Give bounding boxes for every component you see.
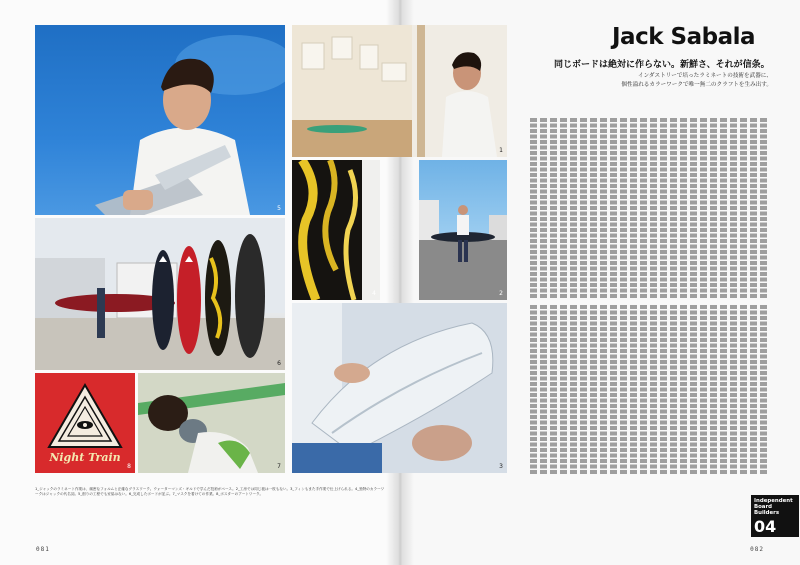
photo-number: 2 [499, 290, 503, 297]
photo-board-colorwork-closeup [292, 160, 380, 300]
photo-number: 1 [499, 147, 503, 154]
article-subtitle: 同じボードは絶対に作らない。新鮮さ、それが信条。 [554, 60, 770, 70]
photo-shaper-holding-fin [35, 25, 285, 215]
badge-line-1: Independent [754, 498, 793, 504]
photo-number: 4 [372, 290, 376, 297]
page-number-right: 082 [750, 546, 764, 553]
photo-boards-lineup [35, 218, 285, 370]
shaper-illustration [35, 25, 285, 215]
photo-sanding-with-mask [138, 373, 285, 473]
outdoor-illustration [419, 160, 507, 300]
photo-captions: 1_ジャックのラミネート作業は、緻密なフォルムと正確なグラスワーク。ウォーターマンズ・ギルドで学んだ技術がベース。2_工房では同じ板は一枚もない。3_フィンもまた手作業で仕上げられる。4_独特のカラーワークはジャックの代名詞。5_削りの工程でも妥協はない。6_完成したボードが並ぶ。7_マスクを着けての作業。8_ポスターのアートワーク。 [35, 487, 385, 496]
body-text-upper [530, 118, 772, 298]
article-lead [612, 72, 772, 90]
lead-line-2: 個性溢れるカラーワークで唯一無二のクラフトを生み出す。 [621, 82, 772, 88]
photo-number: 6 [277, 360, 281, 367]
fin-illustration [292, 303, 507, 473]
workshop-illustration [292, 25, 507, 157]
lead-line-1: インダストリーで培ったラミネートの技術を武器に、 [637, 73, 772, 79]
badge-label [754, 498, 793, 516]
body-text-lower [530, 305, 772, 475]
badge-line-3: Builders [754, 510, 780, 516]
badge-number: 04 [754, 517, 777, 536]
colorwork-illustration [292, 160, 380, 300]
sanding-illustration [138, 373, 285, 473]
article-title: Jack Sabala [612, 24, 755, 50]
photo-fin-closeup [292, 303, 507, 473]
series-badge [751, 495, 799, 537]
photo-number: 5 [277, 205, 281, 212]
poster-title: Night Train [49, 451, 121, 464]
photo-night-train-poster [35, 373, 135, 473]
photo-workshop-portrait [292, 25, 507, 157]
page-number-left: 081 [36, 546, 50, 553]
boards-illustration [35, 218, 285, 370]
photo-holding-board-outdoors [419, 160, 507, 300]
photo-number: 7 [277, 463, 281, 470]
photo-number: 8 [127, 463, 131, 470]
badge-line-2: Board [754, 504, 772, 510]
photo-number: 3 [499, 463, 503, 470]
